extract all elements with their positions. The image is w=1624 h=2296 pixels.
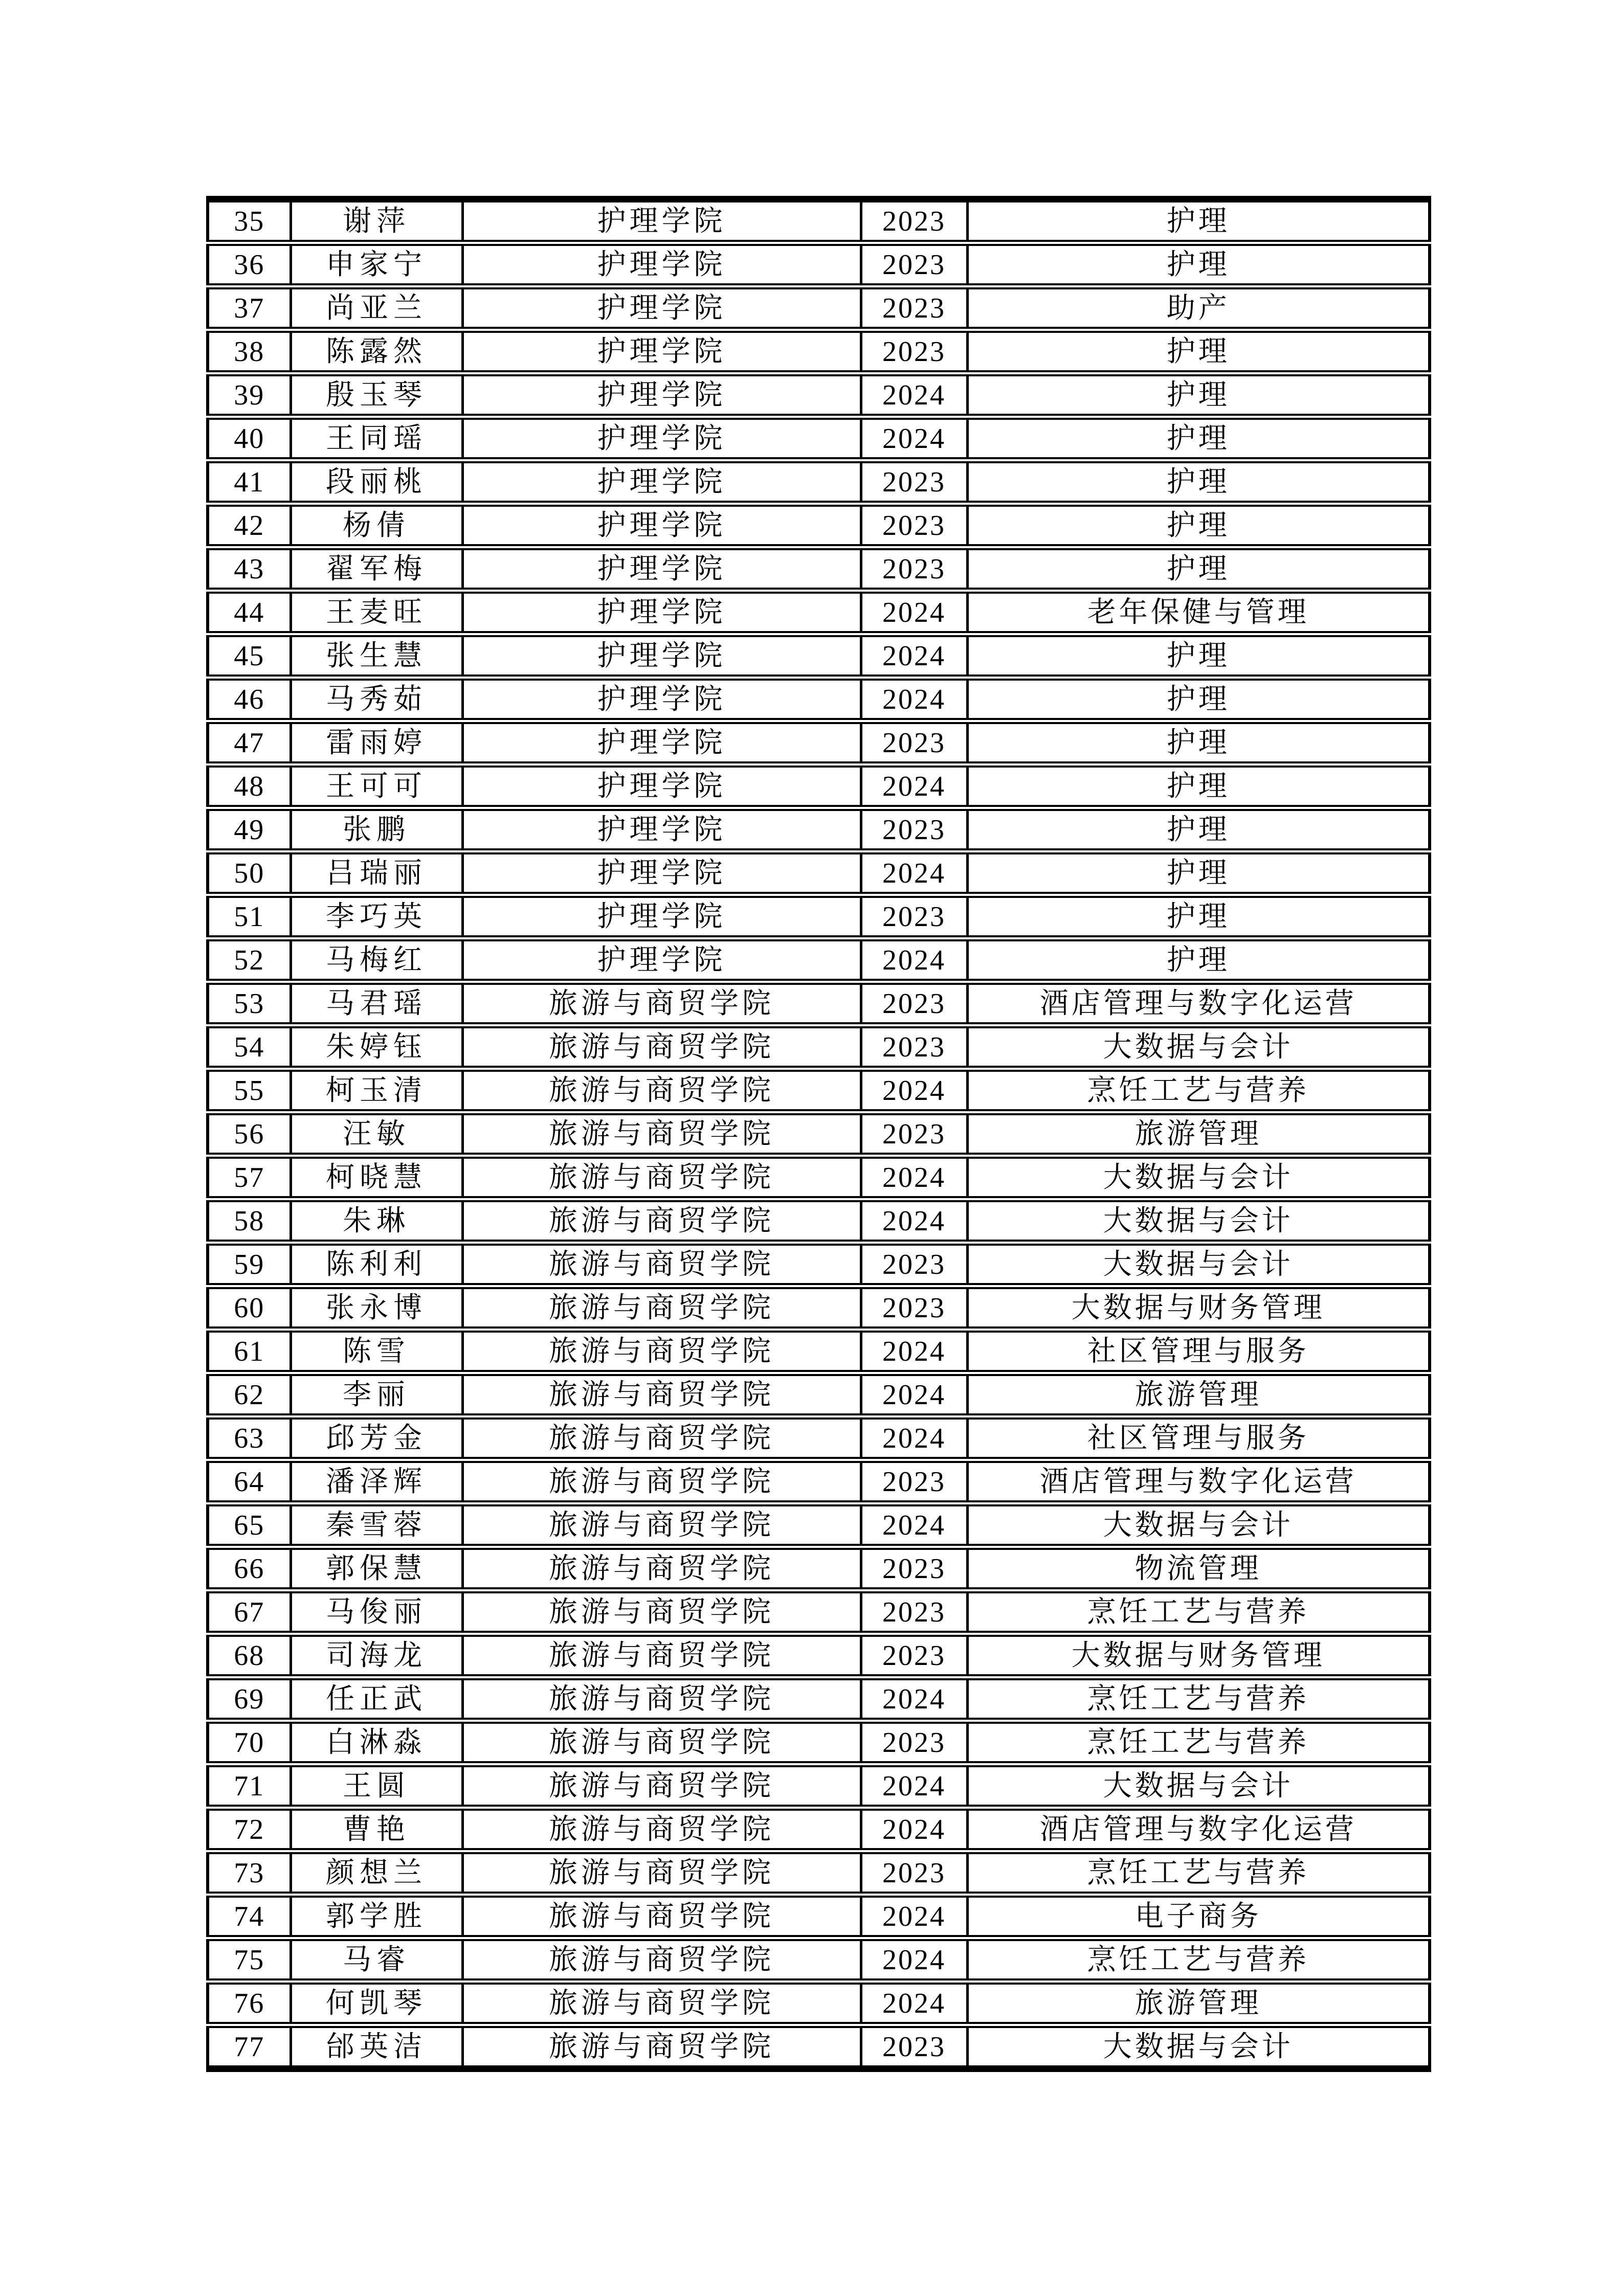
cell-name: 颜想兰 bbox=[291, 1851, 462, 1895]
cell-college: 旅游与商贸学院 bbox=[462, 1503, 861, 1547]
cell-major: 助产 bbox=[967, 286, 1430, 330]
cell-year: 2024 bbox=[861, 938, 967, 982]
cell-no: 51 bbox=[208, 895, 291, 938]
cell-name: 任正武 bbox=[291, 1677, 462, 1721]
cell-year: 2023 bbox=[861, 2025, 967, 2069]
table-row bbox=[208, 938, 1430, 982]
cell-major: 护理 bbox=[967, 808, 1430, 851]
cell-name: 马秀茹 bbox=[291, 678, 462, 721]
cell-major: 旅游管理 bbox=[967, 1112, 1430, 1156]
cell-major: 社区管理与服务 bbox=[967, 1416, 1430, 1460]
cell-year: 2023 bbox=[861, 1721, 967, 1764]
cell-name: 谢萍 bbox=[291, 199, 462, 243]
cell-major: 护理 bbox=[967, 330, 1430, 373]
cell-no: 48 bbox=[208, 764, 291, 808]
cell-major: 酒店管理与数字化运营 bbox=[967, 982, 1430, 1025]
cell-major: 大数据与会计 bbox=[967, 1025, 1430, 1069]
cell-no: 57 bbox=[208, 1156, 291, 1199]
table-row bbox=[208, 808, 1430, 851]
cell-name: 朱婷钰 bbox=[291, 1025, 462, 1069]
table-row bbox=[208, 547, 1430, 591]
cell-year: 2023 bbox=[861, 1286, 967, 1330]
cell-no: 50 bbox=[208, 851, 291, 895]
cell-no: 39 bbox=[208, 373, 291, 417]
cell-no: 73 bbox=[208, 1851, 291, 1895]
cell-year: 2023 bbox=[861, 1460, 967, 1503]
cell-no: 64 bbox=[208, 1460, 291, 1503]
cell-name: 王同瑶 bbox=[291, 417, 462, 460]
cell-year: 2024 bbox=[861, 1373, 967, 1416]
cell-name: 柯玉清 bbox=[291, 1069, 462, 1112]
cell-major: 电子商务 bbox=[967, 1895, 1430, 1938]
cell-no: 68 bbox=[208, 1634, 291, 1677]
cell-college: 旅游与商贸学院 bbox=[462, 982, 861, 1025]
cell-year: 2023 bbox=[861, 547, 967, 591]
roster-table-body bbox=[208, 199, 1430, 2069]
cell-no: 61 bbox=[208, 1330, 291, 1373]
cell-major: 烹饪工艺与营养 bbox=[967, 1590, 1430, 1634]
cell-year: 2024 bbox=[861, 1764, 967, 1808]
cell-college: 护理学院 bbox=[462, 764, 861, 808]
cell-year: 2023 bbox=[861, 1547, 967, 1590]
cell-year: 2023 bbox=[861, 808, 967, 851]
table-row bbox=[208, 1112, 1430, 1156]
cell-name: 张永博 bbox=[291, 1286, 462, 1330]
cell-name: 张生慧 bbox=[291, 634, 462, 678]
cell-no: 47 bbox=[208, 721, 291, 764]
cell-name: 申家宁 bbox=[291, 243, 462, 286]
cell-major: 护理 bbox=[967, 460, 1430, 504]
cell-no: 40 bbox=[208, 417, 291, 460]
cell-year: 2023 bbox=[861, 982, 967, 1025]
cell-name: 杨倩 bbox=[291, 504, 462, 547]
cell-college: 护理学院 bbox=[462, 504, 861, 547]
cell-major: 烹饪工艺与营养 bbox=[967, 1938, 1430, 1982]
cell-year: 2023 bbox=[861, 243, 967, 286]
cell-no: 41 bbox=[208, 460, 291, 504]
cell-year: 2023 bbox=[861, 1025, 967, 1069]
cell-year: 2023 bbox=[861, 460, 967, 504]
cell-major: 酒店管理与数字化运营 bbox=[967, 1808, 1430, 1851]
table-row bbox=[208, 1069, 1430, 1112]
cell-year: 2024 bbox=[861, 1677, 967, 1721]
cell-college: 旅游与商贸学院 bbox=[462, 1025, 861, 1069]
cell-year: 2024 bbox=[861, 1416, 967, 1460]
table-row bbox=[208, 1156, 1430, 1199]
table-row bbox=[208, 460, 1430, 504]
cell-college: 护理学院 bbox=[462, 330, 861, 373]
cell-year: 2024 bbox=[861, 417, 967, 460]
cell-year: 2023 bbox=[861, 1634, 967, 1677]
cell-no: 75 bbox=[208, 1938, 291, 1982]
table-row bbox=[208, 634, 1430, 678]
cell-year: 2023 bbox=[861, 1590, 967, 1634]
table-row bbox=[208, 1025, 1430, 1069]
table-row bbox=[208, 417, 1430, 460]
cell-major: 护理 bbox=[967, 373, 1430, 417]
cell-no: 63 bbox=[208, 1416, 291, 1460]
cell-name: 段丽桃 bbox=[291, 460, 462, 504]
cell-name: 郭保慧 bbox=[291, 1547, 462, 1590]
cell-no: 35 bbox=[208, 199, 291, 243]
cell-no: 53 bbox=[208, 982, 291, 1025]
cell-no: 58 bbox=[208, 1199, 291, 1243]
cell-name: 吕瑞丽 bbox=[291, 851, 462, 895]
cell-no: 54 bbox=[208, 1025, 291, 1069]
cell-major: 护理 bbox=[967, 634, 1430, 678]
cell-name: 李巧英 bbox=[291, 895, 462, 938]
cell-no: 77 bbox=[208, 2025, 291, 2069]
cell-year: 2023 bbox=[861, 1851, 967, 1895]
cell-college: 护理学院 bbox=[462, 547, 861, 591]
table-row bbox=[208, 1590, 1430, 1634]
cell-year: 2023 bbox=[861, 721, 967, 764]
cell-college: 护理学院 bbox=[462, 808, 861, 851]
cell-major: 护理 bbox=[967, 895, 1430, 938]
cell-major: 物流管理 bbox=[967, 1547, 1430, 1590]
cell-no: 45 bbox=[208, 634, 291, 678]
table-row bbox=[208, 286, 1430, 330]
cell-name: 汪敏 bbox=[291, 1112, 462, 1156]
table-row bbox=[208, 199, 1430, 243]
cell-name: 马俊丽 bbox=[291, 1590, 462, 1634]
cell-college: 旅游与商贸学院 bbox=[462, 1069, 861, 1112]
cell-major: 护理 bbox=[967, 721, 1430, 764]
cell-major: 旅游管理 bbox=[967, 1982, 1430, 2025]
cell-year: 2024 bbox=[861, 1069, 967, 1112]
cell-no: 44 bbox=[208, 591, 291, 634]
cell-year: 2024 bbox=[861, 1938, 967, 1982]
cell-name: 李丽 bbox=[291, 1373, 462, 1416]
table-row bbox=[208, 895, 1430, 938]
table-row bbox=[208, 504, 1430, 547]
cell-major: 大数据与财务管理 bbox=[967, 1286, 1430, 1330]
cell-major: 社区管理与服务 bbox=[967, 1330, 1430, 1373]
cell-year: 2024 bbox=[861, 634, 967, 678]
cell-major: 烹饪工艺与营养 bbox=[967, 1851, 1430, 1895]
cell-college: 旅游与商贸学院 bbox=[462, 1721, 861, 1764]
cell-year: 2023 bbox=[861, 330, 967, 373]
cell-year: 2024 bbox=[861, 1330, 967, 1373]
cell-no: 76 bbox=[208, 1982, 291, 2025]
cell-college: 旅游与商贸学院 bbox=[462, 1373, 861, 1416]
cell-college: 旅游与商贸学院 bbox=[462, 1938, 861, 1982]
table-row bbox=[208, 851, 1430, 895]
table-row bbox=[208, 1851, 1430, 1895]
cell-name: 邱芳金 bbox=[291, 1416, 462, 1460]
cell-major: 老年保健与管理 bbox=[967, 591, 1430, 634]
cell-college: 旅游与商贸学院 bbox=[462, 1634, 861, 1677]
cell-year: 2024 bbox=[861, 851, 967, 895]
table-row bbox=[208, 1677, 1430, 1721]
cell-college: 旅游与商贸学院 bbox=[462, 1199, 861, 1243]
cell-no: 71 bbox=[208, 1764, 291, 1808]
cell-major: 烹饪工艺与营养 bbox=[967, 1677, 1430, 1721]
cell-college: 旅游与商贸学院 bbox=[462, 1112, 861, 1156]
table-row bbox=[208, 1982, 1430, 2025]
cell-college: 旅游与商贸学院 bbox=[462, 1330, 861, 1373]
table-row bbox=[208, 764, 1430, 808]
table-row bbox=[208, 1808, 1430, 1851]
cell-major: 烹饪工艺与营养 bbox=[967, 1069, 1430, 1112]
cell-college: 护理学院 bbox=[462, 678, 861, 721]
cell-college: 护理学院 bbox=[462, 417, 861, 460]
cell-no: 55 bbox=[208, 1069, 291, 1112]
cell-major: 大数据与会计 bbox=[967, 2025, 1430, 2069]
cell-college: 护理学院 bbox=[462, 591, 861, 634]
cell-no: 65 bbox=[208, 1503, 291, 1547]
table-row bbox=[208, 591, 1430, 634]
cell-name: 马睿 bbox=[291, 1938, 462, 1982]
cell-major: 大数据与会计 bbox=[967, 1503, 1430, 1547]
cell-college: 旅游与商贸学院 bbox=[462, 1547, 861, 1590]
cell-no: 69 bbox=[208, 1677, 291, 1721]
cell-name: 白淋淼 bbox=[291, 1721, 462, 1764]
cell-major: 酒店管理与数字化运营 bbox=[967, 1460, 1430, 1503]
cell-year: 2024 bbox=[861, 1808, 967, 1851]
cell-no: 46 bbox=[208, 678, 291, 721]
table-row bbox=[208, 1286, 1430, 1330]
table-row bbox=[208, 1330, 1430, 1373]
cell-no: 56 bbox=[208, 1112, 291, 1156]
cell-major: 护理 bbox=[967, 764, 1430, 808]
cell-college: 旅游与商贸学院 bbox=[462, 1982, 861, 2025]
table-row bbox=[208, 1460, 1430, 1503]
cell-year: 2024 bbox=[861, 764, 967, 808]
cell-no: 43 bbox=[208, 547, 291, 591]
cell-college: 旅游与商贸学院 bbox=[462, 1764, 861, 1808]
table-row bbox=[208, 1199, 1430, 1243]
cell-name: 朱琳 bbox=[291, 1199, 462, 1243]
table-row bbox=[208, 1895, 1430, 1938]
cell-name: 王圆 bbox=[291, 1764, 462, 1808]
cell-name: 雷雨婷 bbox=[291, 721, 462, 764]
cell-name: 王麦旺 bbox=[291, 591, 462, 634]
cell-name: 何凯琴 bbox=[291, 1982, 462, 2025]
cell-name: 殷玉琴 bbox=[291, 373, 462, 417]
cell-name: 司海龙 bbox=[291, 1634, 462, 1677]
cell-year: 2023 bbox=[861, 895, 967, 938]
cell-year: 2023 bbox=[861, 1243, 967, 1286]
cell-name: 陈利利 bbox=[291, 1243, 462, 1286]
cell-name: 陈雪 bbox=[291, 1330, 462, 1373]
table-row bbox=[208, 1416, 1430, 1460]
cell-no: 62 bbox=[208, 1373, 291, 1416]
cell-major: 烹饪工艺与营养 bbox=[967, 1721, 1430, 1764]
cell-college: 旅游与商贸学院 bbox=[462, 1156, 861, 1199]
cell-college: 旅游与商贸学院 bbox=[462, 1286, 861, 1330]
cell-name: 马君瑶 bbox=[291, 982, 462, 1025]
cell-name: 陈露然 bbox=[291, 330, 462, 373]
table-row bbox=[208, 2025, 1430, 2069]
table-row bbox=[208, 1547, 1430, 1590]
table-row bbox=[208, 982, 1430, 1025]
cell-no: 52 bbox=[208, 938, 291, 982]
cell-year: 2024 bbox=[861, 1503, 967, 1547]
cell-year: 2024 bbox=[861, 1895, 967, 1938]
table-row bbox=[208, 1373, 1430, 1416]
cell-year: 2023 bbox=[861, 199, 967, 243]
cell-college: 护理学院 bbox=[462, 243, 861, 286]
cell-major: 大数据与财务管理 bbox=[967, 1634, 1430, 1677]
cell-year: 2024 bbox=[861, 1982, 967, 2025]
cell-no: 49 bbox=[208, 808, 291, 851]
cell-year: 2024 bbox=[861, 678, 967, 721]
cell-no: 66 bbox=[208, 1547, 291, 1590]
cell-no: 37 bbox=[208, 286, 291, 330]
cell-name: 马梅红 bbox=[291, 938, 462, 982]
cell-year: 2024 bbox=[861, 1156, 967, 1199]
cell-name: 尚亚兰 bbox=[291, 286, 462, 330]
cell-major: 护理 bbox=[967, 504, 1430, 547]
cell-major: 大数据与会计 bbox=[967, 1243, 1430, 1286]
cell-name: 翟军梅 bbox=[291, 547, 462, 591]
cell-major: 护理 bbox=[967, 678, 1430, 721]
cell-no: 70 bbox=[208, 1721, 291, 1764]
cell-college: 旅游与商贸学院 bbox=[462, 1895, 861, 1938]
cell-name: 秦雪蓉 bbox=[291, 1503, 462, 1547]
cell-major: 护理 bbox=[967, 938, 1430, 982]
cell-name: 邰英洁 bbox=[291, 2025, 462, 2069]
cell-name: 柯晓慧 bbox=[291, 1156, 462, 1199]
cell-year: 2023 bbox=[861, 1112, 967, 1156]
cell-college: 旅游与商贸学院 bbox=[462, 1590, 861, 1634]
cell-major: 护理 bbox=[967, 199, 1430, 243]
cell-major: 大数据与会计 bbox=[967, 1764, 1430, 1808]
cell-college: 护理学院 bbox=[462, 938, 861, 982]
table-row bbox=[208, 1503, 1430, 1547]
student-roster-table bbox=[206, 196, 1431, 2072]
cell-college: 护理学院 bbox=[462, 895, 861, 938]
cell-name: 曹艳 bbox=[291, 1808, 462, 1851]
cell-year: 2024 bbox=[861, 373, 967, 417]
table-row bbox=[208, 1243, 1430, 1286]
cell-no: 59 bbox=[208, 1243, 291, 1286]
cell-no: 38 bbox=[208, 330, 291, 373]
cell-college: 旅游与商贸学院 bbox=[462, 1808, 861, 1851]
cell-college: 护理学院 bbox=[462, 721, 861, 764]
cell-year: 2023 bbox=[861, 286, 967, 330]
cell-name: 潘泽辉 bbox=[291, 1460, 462, 1503]
cell-year: 2024 bbox=[861, 1199, 967, 1243]
cell-college: 护理学院 bbox=[462, 286, 861, 330]
cell-college: 旅游与商贸学院 bbox=[462, 1851, 861, 1895]
cell-college: 护理学院 bbox=[462, 851, 861, 895]
cell-major: 护理 bbox=[967, 243, 1430, 286]
cell-name: 王可可 bbox=[291, 764, 462, 808]
table-row bbox=[208, 243, 1430, 286]
table-row bbox=[208, 1721, 1430, 1764]
cell-major: 护理 bbox=[967, 851, 1430, 895]
table-row bbox=[208, 1938, 1430, 1982]
cell-major: 护理 bbox=[967, 417, 1430, 460]
cell-college: 旅游与商贸学院 bbox=[462, 1677, 861, 1721]
cell-name: 张鹏 bbox=[291, 808, 462, 851]
cell-college: 旅游与商贸学院 bbox=[462, 1460, 861, 1503]
cell-no: 60 bbox=[208, 1286, 291, 1330]
cell-no: 42 bbox=[208, 504, 291, 547]
cell-college: 护理学院 bbox=[462, 460, 861, 504]
cell-college: 护理学院 bbox=[462, 373, 861, 417]
cell-year: 2024 bbox=[861, 591, 967, 634]
cell-college: 旅游与商贸学院 bbox=[462, 1243, 861, 1286]
cell-college: 护理学院 bbox=[462, 199, 861, 243]
cell-major: 大数据与会计 bbox=[967, 1156, 1430, 1199]
table-row bbox=[208, 1634, 1430, 1677]
cell-name: 郭学胜 bbox=[291, 1895, 462, 1938]
cell-major: 大数据与会计 bbox=[967, 1199, 1430, 1243]
cell-college: 旅游与商贸学院 bbox=[462, 1416, 861, 1460]
cell-college: 旅游与商贸学院 bbox=[462, 2025, 861, 2069]
cell-year: 2023 bbox=[861, 504, 967, 547]
cell-major: 旅游管理 bbox=[967, 1373, 1430, 1416]
table-row bbox=[208, 1764, 1430, 1808]
table-row bbox=[208, 678, 1430, 721]
table-row bbox=[208, 721, 1430, 764]
cell-no: 74 bbox=[208, 1895, 291, 1938]
cell-no: 36 bbox=[208, 243, 291, 286]
cell-no: 72 bbox=[208, 1808, 291, 1851]
table-row bbox=[208, 373, 1430, 417]
cell-no: 67 bbox=[208, 1590, 291, 1634]
cell-college: 护理学院 bbox=[462, 634, 861, 678]
table-row bbox=[208, 330, 1430, 373]
cell-major: 护理 bbox=[967, 547, 1430, 591]
